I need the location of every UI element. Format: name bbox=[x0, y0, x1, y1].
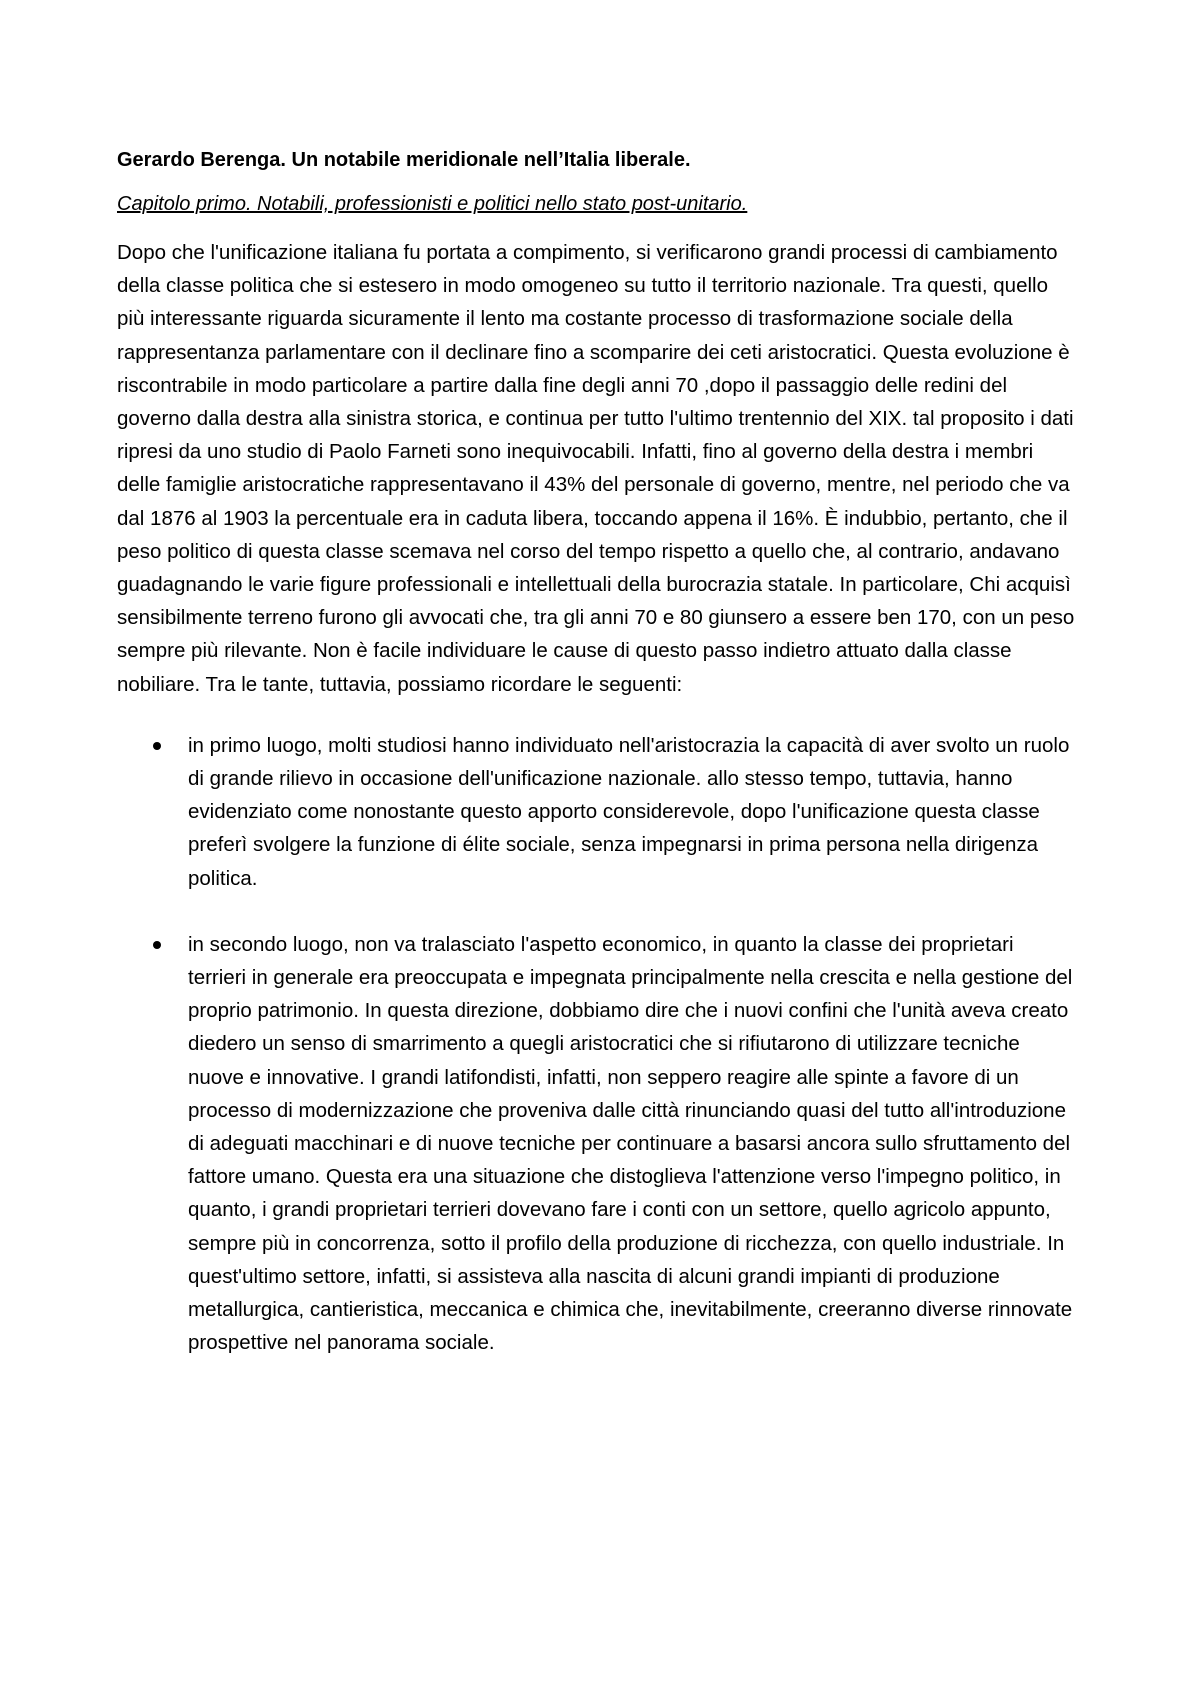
document-body bbox=[117, 146, 1077, 1393]
bullet-list bbox=[117, 729, 1077, 1360]
document-title: Gerardo Berenga. Un notabile meridionale nell’Italia liberale. bbox=[117, 149, 691, 171]
chapter-heading: Capitolo primo. Notabili, professionisti e politici nello stato post-unitario. bbox=[117, 193, 748, 215]
bullet-text: in secondo luogo, non va tralasciato l'aspetto economico, in quanto la classe dei proprietari terrieri in generale era preoccupata e impegnata principalmente nella crescita e nella gestione del proprio patrimonio. In questa direzione, dobbiamo dire che i nuovi confini che l'unità aveva creato diedero un senso di smarrimento a quegli aristocratici che si rifiutarono di utilizzare tecniche nuove e innovative. I grandi latifondisti, infatti, non seppero reagire alle spinte a favore di un processo di modernizzazione che proveniva dalle città rinunciando quasi del tutto all'introduzione di adeguati macchinari e di nuove tecniche per continuare a basarsi ancora sullo sfruttamento del fattore umano. Questa era una situazione che distoglieva l'attenzione verso l'impegno politico, in quanto, i grandi proprietari terrieri dovevano fare i conti con un settore, quello agricolo appunto, sempre più in concorrenza, sotto il profilo della produzione di ricchezza, con quello industriale. In quest'ultimo settore, infatti, si assisteva alla nascita di alcuni grandi impianti di produzione metallurgica, cantieristica, meccanica e chimica che, inevitabilmente, creeranno diverse rinnovate prospettive nel panorama sociale. bbox=[188, 932, 1073, 1355]
intro-paragraph: Dopo che l'unificazione italiana fu portata a compimento, si verificarono grandi processi di cambiamento della classe politica che si estesero in modo omogeneo su tutto il territorio nazionale. Tra questi, quello più interessante riguarda sicuramente il lento ma costante processo di trasformazione sociale della rappresentanza parlamentare con il declinare fino a scomparire dei ceti aristocratici. Questa evoluzione è riscontrabile in modo particolare a partire dalla fine degli anni 70 ,dopo il passaggio delle redini del governo dalla destra alla sinistra storica, e continua per tutto l'ultimo trentennio del XIX. tal proposito i dati ripresi da uno studio di Paolo Farneti sono inequivocabili. Infatti, fino al governo della destra i membri delle famiglie aristocratiche rappresentavano il 43% del personale di governo, mentre, nel periodo che va dal 1876 al 1903 la percentuale era in caduta libera, toccando appena il 16%. È indubbio, pertanto, che il peso politico di questa classe scemava nel corso del tempo rispetto a quello che, al contrario, andavano guadagnando le varie figure professionali e intellettuali della burocrazia statale. In particolare, Chi acquisì sensibilmente terreno furono gli avvocati che, tra gli anni 70 e 80 giunsero a essere ben 170, con un peso sempre più rilevante. Non è facile individuare le cause di questo passo indietro attuato dalla classe nobiliare. Tra le tante, tuttavia, possiamo ricordare le seguenti: bbox=[117, 241, 1075, 696]
bullet-icon bbox=[153, 941, 161, 949]
bullet-text: in primo luogo, molti studiosi hanno individuato nell'aristocrazia la capacità di aver svolto un ruolo di grande rilievo in occasione dell'unificazione nazionale. allo stesso tempo, tuttavia, hanno evidenziato come nonostante questo apporto considerevole, dopo l'unificazione questa classe preferì svolgere la funzione di élite sociale, senza impegnarsi in prima persona nella dirigenza politica. bbox=[188, 733, 1070, 890]
bullet-item-2 bbox=[117, 928, 1077, 1360]
bullet-icon bbox=[153, 742, 161, 750]
bullet-item-1 bbox=[117, 729, 1077, 895]
